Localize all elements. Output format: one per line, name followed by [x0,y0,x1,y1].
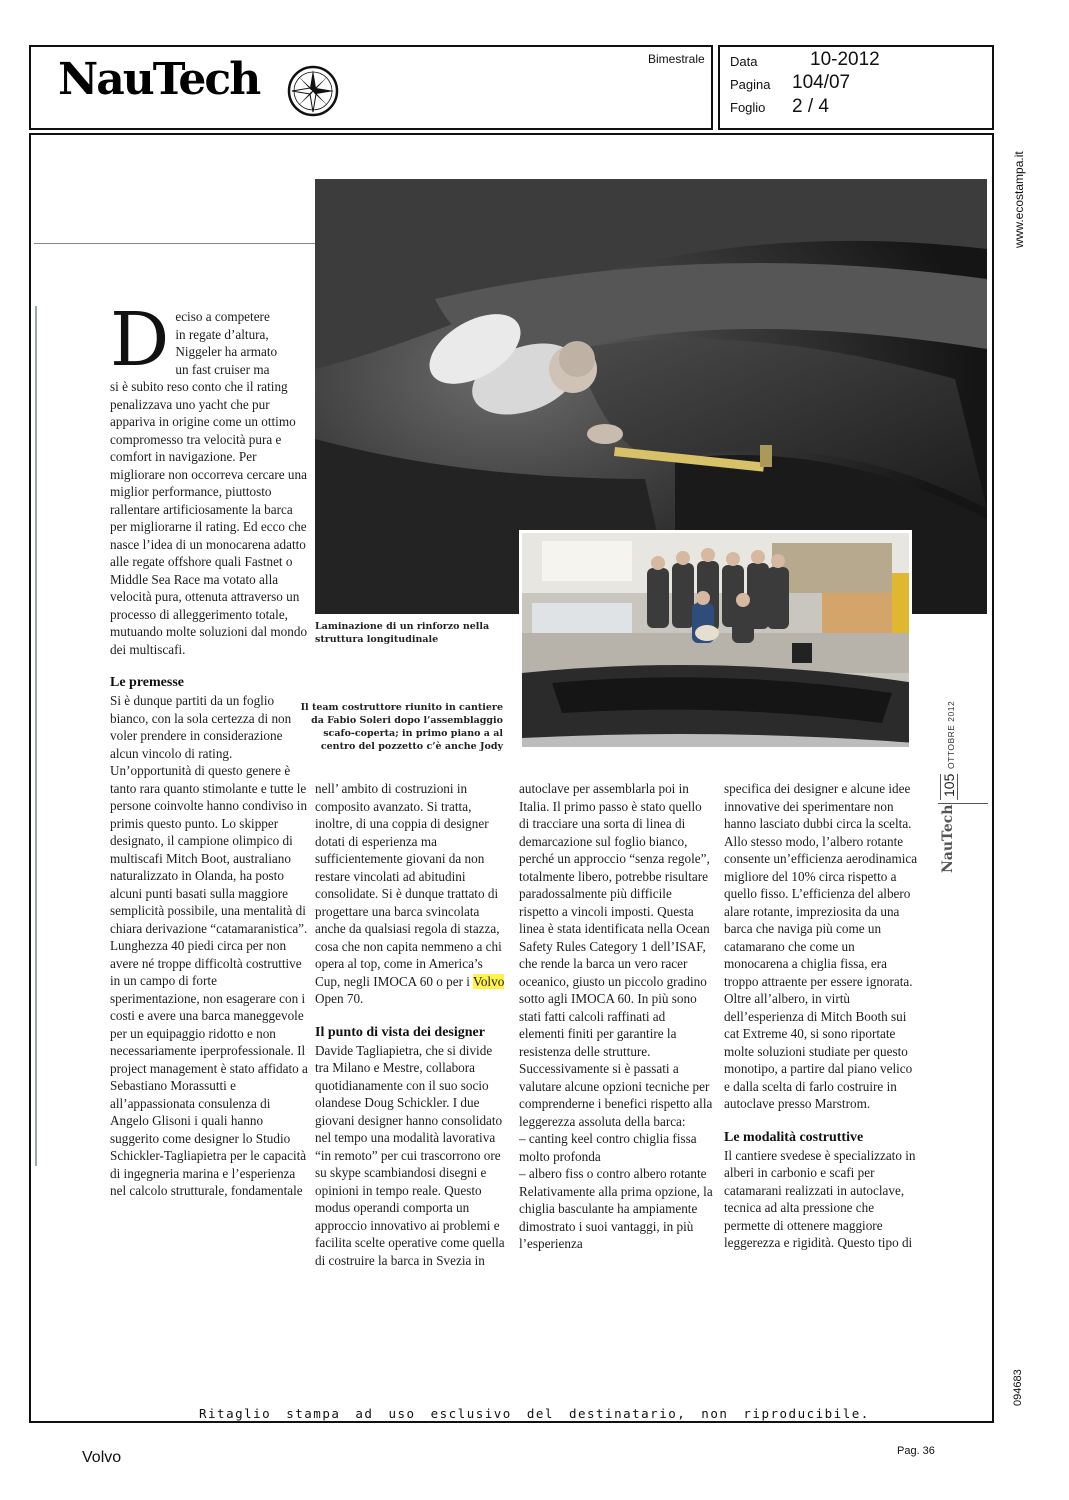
body-text: nell’ ambito di costruzioni in composito avanzato. Si tratta, inoltre, di una coppia di designer dotati di esperienza ma sufficientemente giovani da non restare vincolati ad abitudini consolidate. Si è dunque trattato di progettare una barca svincolata anche da qualsiasi regola di stazza, cosa che non capita nemmeno a chi opera al top, come in America’s Cup, negli IMOCA 60 o per i [315,781,502,989]
body-text: Open 70. [315,991,364,1006]
date-value: 10-2012 [810,49,880,70]
intro-line: Niggeler ha armato [175,344,278,359]
body-paragraph: Davide Tagliapietra, che si divide tra Milano e Mestre, collabora quotidianamente con il suo socio olandese Doug Schickler. I due giovani designer hanno consolidato nel tempo una modalità lavorativa “in remoto” per cui trascorrono ore su skype scambiandosi disegni e opinioni in tempo reale. Questo modus operandi comporta un approccio innovativo ai problemi e facilita scelte operative come quella di costruire la barca in Svezia in [315,1042,505,1268]
caption-line: da Fabio Soleri dopo l’assemblaggio [311,715,503,726]
subheading-premesse: Le premesse [110,675,184,690]
subheading-designer: Il punto di vista dei designer [315,1024,485,1040]
article-column-4 [724,780,920,1252]
body-paragraph: Si è dunque partiti da un foglio bianco, con la sola certezza di non voler prendere in considerazione alcun vincolo di rating. Un’opportunità di questo genere è tanto rara quanto stimolante e tutte le persone coinvolte hanno condiviso in primis questo punto. Lo skipper designato, il campione olimpico di multiscafi Mitch Boot, australiano naturalizzato in Olanda, ha posto alcuni punti basati sulla maggiore semplicità possibile, una mentalità di chiara derivazione “catamaranistica”. Lunghezza 40 piedi circa per non avere né troppe difficoltà costruttive in un campo di forte sperimentazione, non esagerare con i costi e avere una barca maneggevole per un equipaggio ridotto e non necessariamente iperprofessionale. Il project management è stato affidato a Sebastiano Morassutti e all’appassionata consulenza di Angelo Glisoni i quali hanno suggerito come designer lo Studio Schickler-Tagliapietra per le capacità di ingegneria marina e l’esperienza nel calcolo strutturale, fondamentale [110,693,308,1198]
caption-line: Il team costruttore riunito in cantiere [300,702,503,713]
intro-paragraph: si è subito reso conto che il rating penalizzava uno yacht che pur appariva in origine come un ottimo compromesso tra velocità pura e comfort in navigazione. Per migliorare non occorreva cercare una miglior performance, piuttosto rallentare artificiosamente la barca per migliorarne il rating. Ed ecco che nasce l’idea di un monocarena adatto alle regate offshore quali Fastnet o Middle Sea Race ma votato alla velocità pura, ottenuta attraverso un processo di alleggerimento totale, mutuando molte soluzioni dal mondo dei multiscafi. [110,379,308,657]
frequency-label: Bimestrale [648,52,705,66]
photo-team [519,530,912,750]
caption-photo2 [300,701,503,753]
page-label: Pagina [730,77,771,92]
intro-line: un fast cruiser ma [175,361,270,377]
usage-notice: Ritaglio stampa ad uso esclusivo del destinatario, non riproducibile. [199,1406,870,1421]
folio-issue: OTTOBRE 2012 [946,700,956,769]
intro-line: in regate d’altura, [175,326,269,342]
body-paragraph [315,780,507,1008]
caption-line: struttura longitudinale [315,634,439,645]
list-item: – albero fiss o contro albero rotante [519,1166,707,1181]
article-column-2 [315,780,507,1269]
subheading-costruttive: Le modalità costruttive [724,1129,864,1145]
page-value: 104/07 [792,72,851,93]
sheet-label: Foglio [730,100,766,115]
body-paragraph: autoclave per assemblarla poi in Italia. Il primo passo è stato quello di tracciare una sorta di linea di demarcazione sul foglio bianco, perché un approccio “senza regole”, totalmente libero, potrebbe risultare paradossalmente più difficile rispetto a vincoli imposti. Questa linea è stata identificata nella Ocean Safety Rules Category 1 dell’ISAF, che rende la barca un vero racer oceanico, giusto un piccolo gradino sotto agli IMOCA 60. In più sono stati fatti calcoli raffinati ad elementi finiti per garantire la resistenza delle strutture. Successivamente si è passati a valutare alcune opzioni tecniche per comprenderne i benefici rispetto alla leggerezza assoluta della barca: [519,781,713,1129]
article-column-3 [519,780,713,1253]
folio-brand: NauTech [940,804,956,873]
source-url: www.ecostampa.it [1012,151,1026,248]
sheet-value: 2 / 4 [792,96,829,117]
left-margin-rule [35,306,37,1166]
folio-page: 105 [940,774,958,800]
body-paragraph: Il cantiere svedese è specializzato in alberi in carbonio e scafi per catamarani realizzati in autoclave, tecnica ad alta pressione che permette di ottenere maggiore leggerezza e rigidità. Questo tipo di [724,1147,916,1250]
clipping-code: 094683 [1012,1369,1024,1406]
body-paragraph: specifica dei designer e alcune idee innovative dei sperimentare non hanno lasciato dubbi circa la scelta. Allo stesso modo, l’albero rotante consente un’efficienza aerodinamica migliore del 10% circa rispetto a quello fisso. L’efficienza del albero alare rotante, impreziosita da una barca che naviga più come un catamarano che come un monocarena a chiglia fissa, era troppo attraente per essere ignorata. Oltre all’albero, in virtù dell’esperienza di Mitch Booth sui cat Extreme 40, si sono riportate molte soluzioni studiate per questo monotipo, a partire dal piano velico e dalla scelta di farlo costruire in autoclave presso Marstrom. [724,781,918,1111]
caption-line: scafo-coperta; in primo piano a al [323,728,503,739]
folio-strip [938,700,988,885]
body-paragraph: Relativamente alla prima opzione, la chiglia basculante ha ampiamente dimostrato i suoi vantaggi, in più l’esperienza [519,1183,713,1251]
compass-rose-icon [286,64,340,118]
highlight-volvo: Volvo [473,973,505,989]
caption-line: centro del pozzetto c’è anche Jody [320,741,503,752]
caption-photo1 [315,620,489,646]
dropcap: D [110,297,170,383]
page-number: Pag. 36 [897,1445,935,1457]
intro-line: eciso a competere [175,309,270,324]
article-column-1 [110,297,308,1200]
brand-tag: Volvo [82,1449,122,1466]
team-image [522,533,912,750]
masthead-logo: NauTech [58,54,260,105]
caption-line: Laminazione di un rinforzo nella [315,621,490,632]
date-label: Data [730,54,758,69]
list-item: – canting keel contro chiglia fissa molto profonda [519,1131,697,1164]
top-rule [34,243,315,244]
